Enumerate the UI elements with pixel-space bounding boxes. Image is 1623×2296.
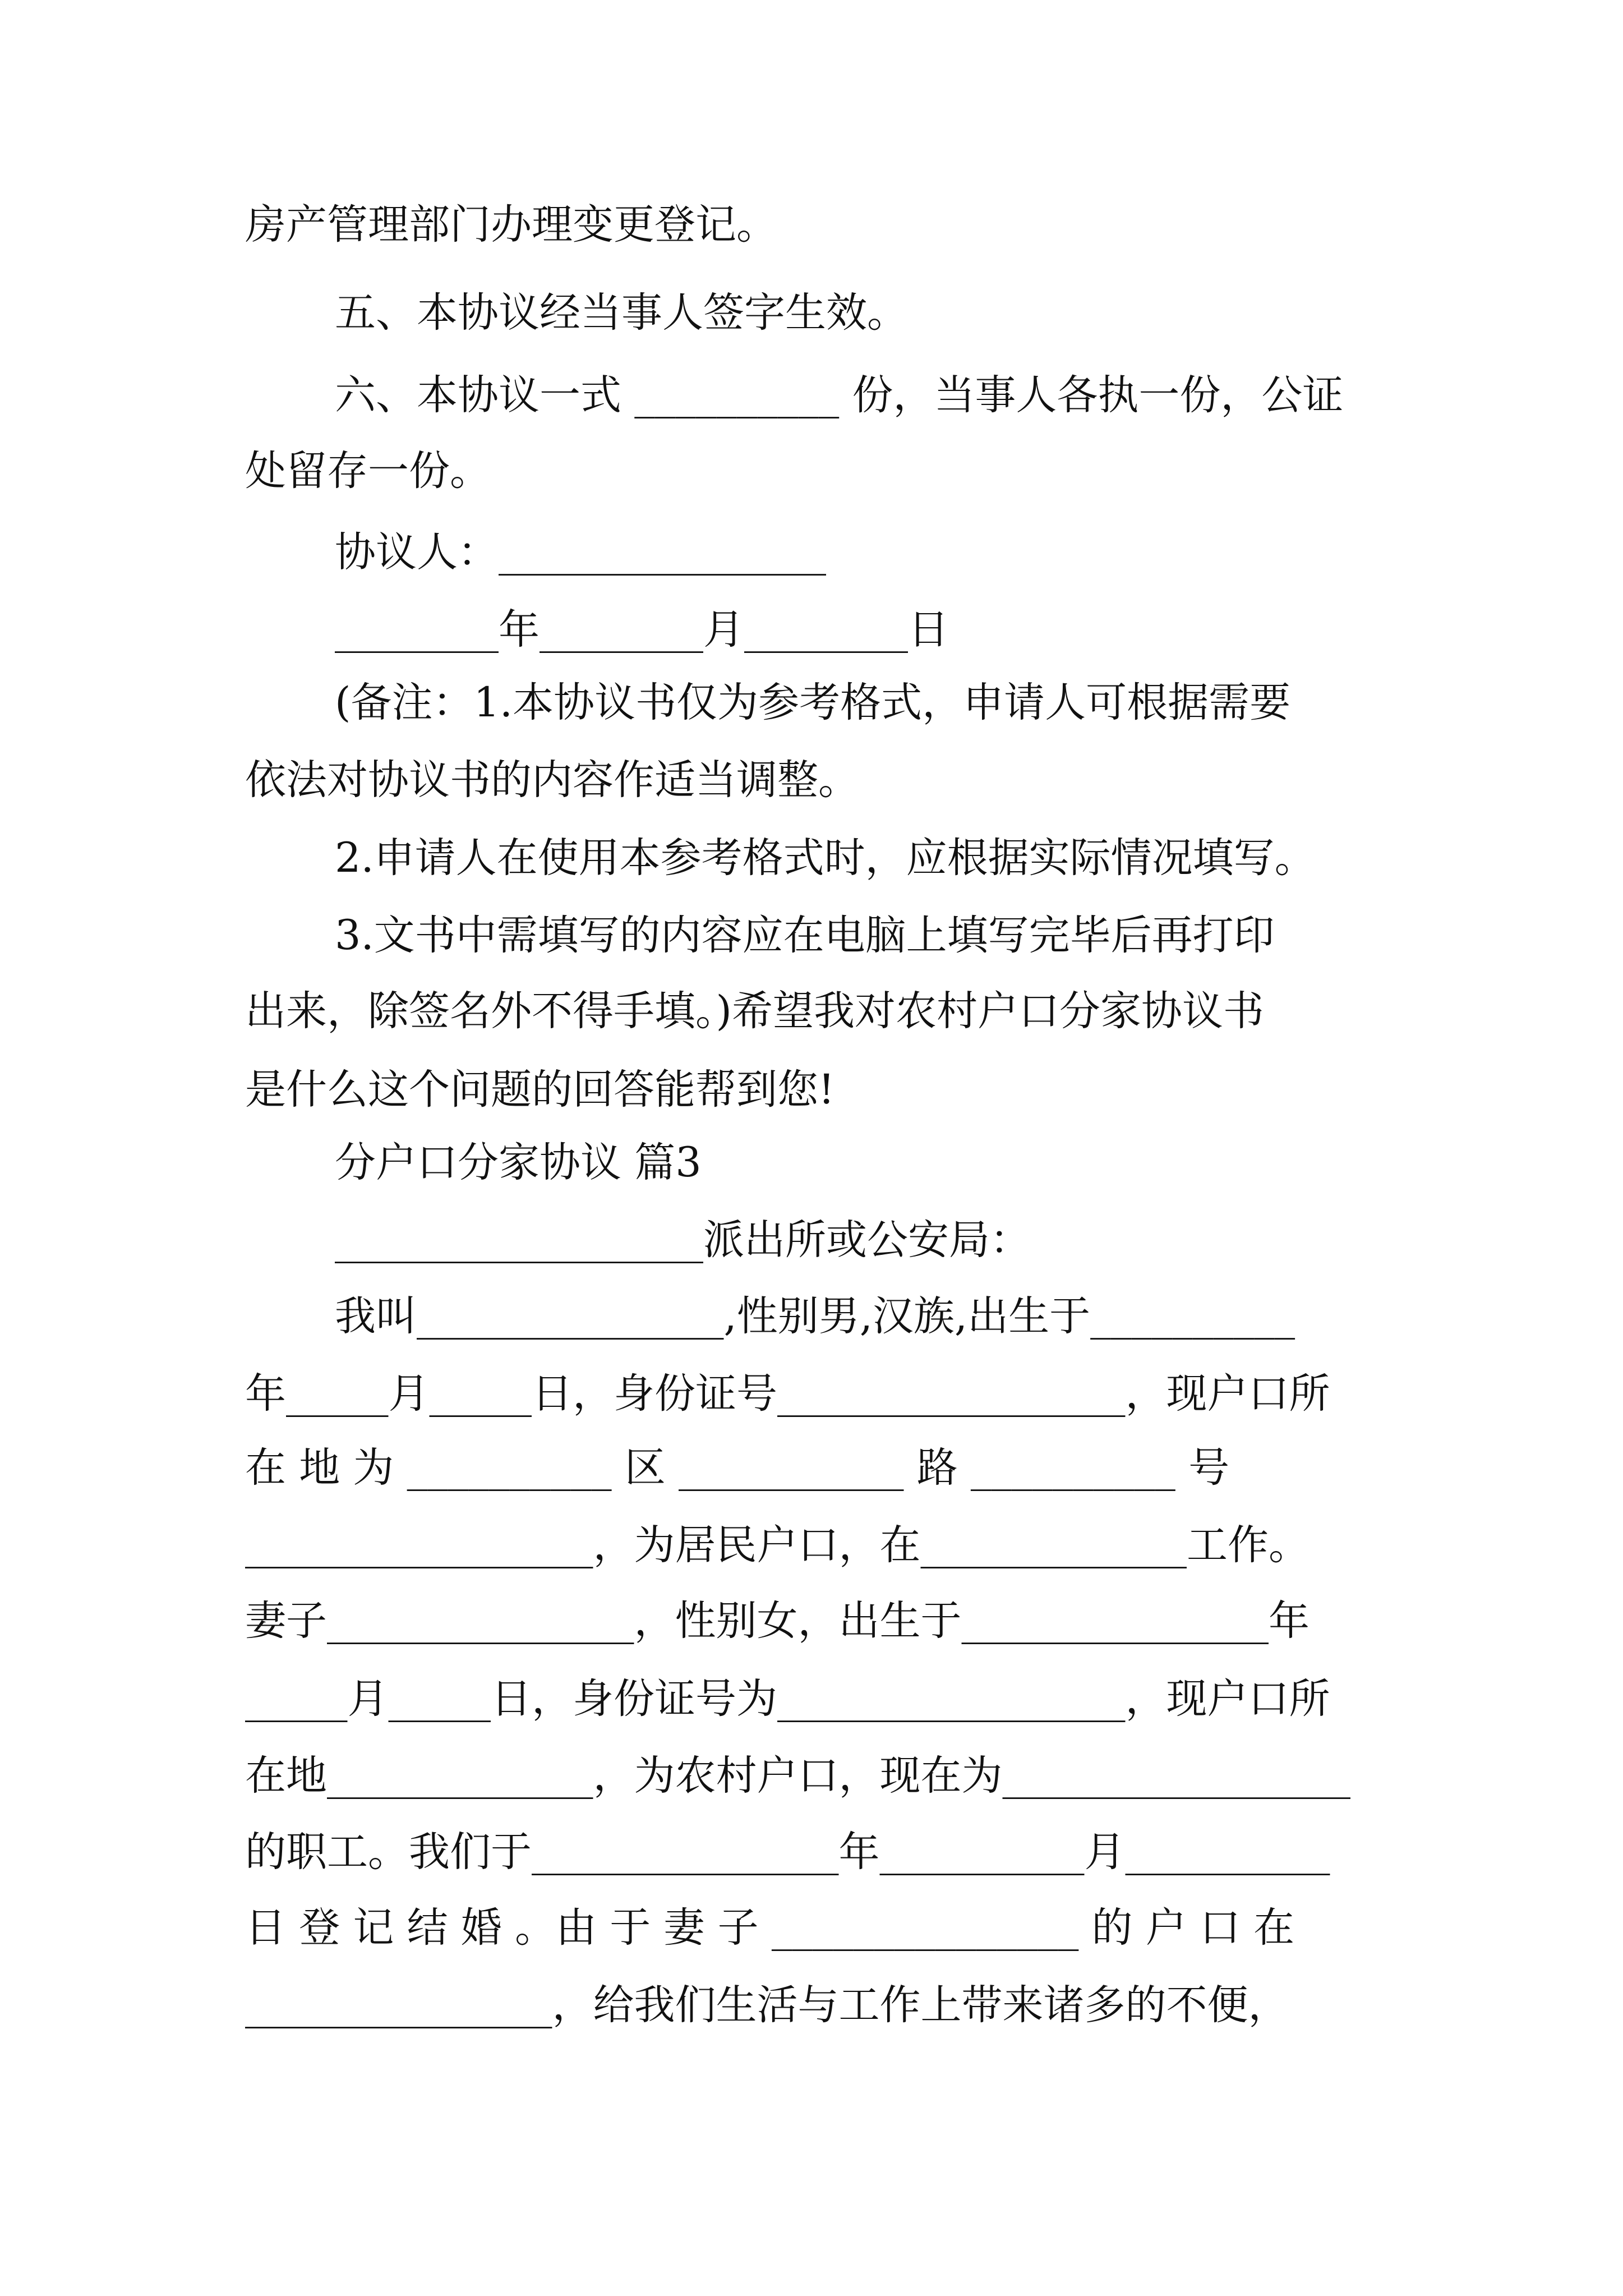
- text-segment: 六、本协议一式 __________ 份，当事人各执一份，公证: [335, 371, 1344, 419]
- text-segment: 在地_____________，为农村户口，现在为_________________: [245, 1752, 1350, 1800]
- text-segment: 依法对协议书的内容作适当调整。: [245, 756, 859, 804]
- text-segment: 3.文书中需填写的内容应在电脑上填写完毕后再打印: [335, 912, 1275, 959]
- text-segment: (备注：1.本协议书仅为参考格式，申请人可根据需要: [335, 679, 1291, 726]
- text-segment: 五、本协议经当事人签字生效。: [335, 289, 908, 337]
- text-line: [245, 197, 777, 253]
- text-line: [335, 1135, 702, 1191]
- text-line: [245, 1366, 1330, 1422]
- text-line: [245, 1900, 1294, 1956]
- text-segment: _____月_____日，身份证号为_________________，现户口所: [245, 1675, 1330, 1723]
- text-segment: 在 地 为 __________ 区 ___________ 路 __________ 号: [245, 1444, 1230, 1492]
- text-line: [335, 285, 908, 341]
- text-line: [335, 830, 1316, 886]
- text-line: [245, 1824, 1330, 1880]
- text-line: [245, 1977, 1289, 2033]
- text-line: [335, 908, 1275, 964]
- text-line: [245, 1671, 1330, 1727]
- text-line: [245, 1440, 1229, 1496]
- text-line: [335, 367, 1343, 424]
- text-line: [245, 443, 491, 499]
- text-segment: 妻子_______________，性别女，出生于_______________年: [245, 1597, 1310, 1645]
- text-line: [335, 524, 826, 581]
- text-line: [335, 602, 949, 658]
- text-segment: 日 登 记 结 婚 。由 于 妻 子 _______________ 的 户 口 在: [245, 1904, 1295, 1952]
- text-line: [335, 1212, 1031, 1268]
- text-segment: ________年________月________日: [335, 606, 949, 654]
- text-line: [245, 983, 1264, 1039]
- text-segment: 分户口分家协议 篇3: [335, 1139, 702, 1186]
- text-segment: 协议人：________________: [335, 528, 826, 576]
- text-segment: 2.申请人在使用本参考格式时，应根据实际情况填写。: [335, 834, 1316, 882]
- text-segment: _______________，给我们生活与工作上带来诸多的不便，: [245, 1981, 1289, 2029]
- text-segment: 出来，除签名外不得手填。)希望我对农村户口分家协议书: [245, 987, 1264, 1035]
- text-segment: 房产管理部门办理变更登记。: [245, 201, 777, 249]
- text-line: [245, 1517, 1310, 1573]
- text-segment: 的职工。我们于_______________年__________月__________: [245, 1828, 1330, 1876]
- text-line: [335, 675, 1290, 731]
- text-line: [245, 1748, 1350, 1804]
- text-segment: 我叫_______________,性别男,汉族,出生于__________: [335, 1292, 1295, 1340]
- text-segment: 处留存一份。: [245, 447, 491, 495]
- text-segment: __________________派出所或公安局：: [335, 1216, 1031, 1264]
- text-line: [245, 752, 859, 808]
- text-line: [335, 1289, 1295, 1345]
- text-segment: 年_____月_____日，身份证号_________________，现户口所: [245, 1370, 1330, 1418]
- text-line: [245, 1062, 834, 1118]
- text-segment: _________________，为居民户口，在_____________工作。: [245, 1521, 1310, 1569]
- text-segment: 是什么这个问题的回答能帮到您!: [245, 1066, 835, 1114]
- text-line: [245, 1593, 1310, 1649]
